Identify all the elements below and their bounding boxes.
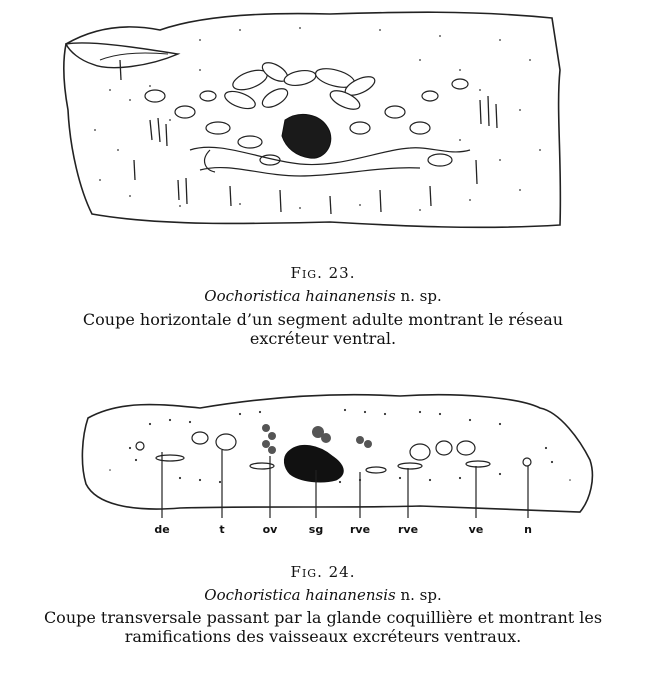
- figure-23-description-line1: Coupe horizontale d’un segment adulte montrant le réseau: [82, 310, 564, 329]
- figure-24-species: Oochoristica hainanensis n. sp.: [204, 586, 442, 604]
- figure-24-description-line2: ramifications des vaisseaux excréteurs ventraux.: [124, 627, 522, 646]
- figure-23-species: Oochoristica hainanensis n. sp.: [204, 287, 442, 305]
- label-ov: ov: [262, 523, 278, 536]
- label-n: n: [524, 523, 532, 536]
- label-rve-1: rve: [349, 523, 371, 536]
- label-sg: sg: [308, 523, 324, 536]
- figure-23-description-line2: excréteur ventral.: [249, 329, 397, 348]
- label-t: t: [219, 523, 225, 536]
- label-ve: ve: [468, 523, 484, 536]
- figure-24-number: Fig. 24.: [290, 563, 356, 581]
- label-de: de: [154, 523, 170, 536]
- label-rve-2: rve: [397, 523, 419, 536]
- figure-23-number: Fig. 23.: [290, 264, 356, 282]
- figure-24-description-line1: Coupe transversale passant par la glande coquillière et montrant les: [43, 608, 603, 627]
